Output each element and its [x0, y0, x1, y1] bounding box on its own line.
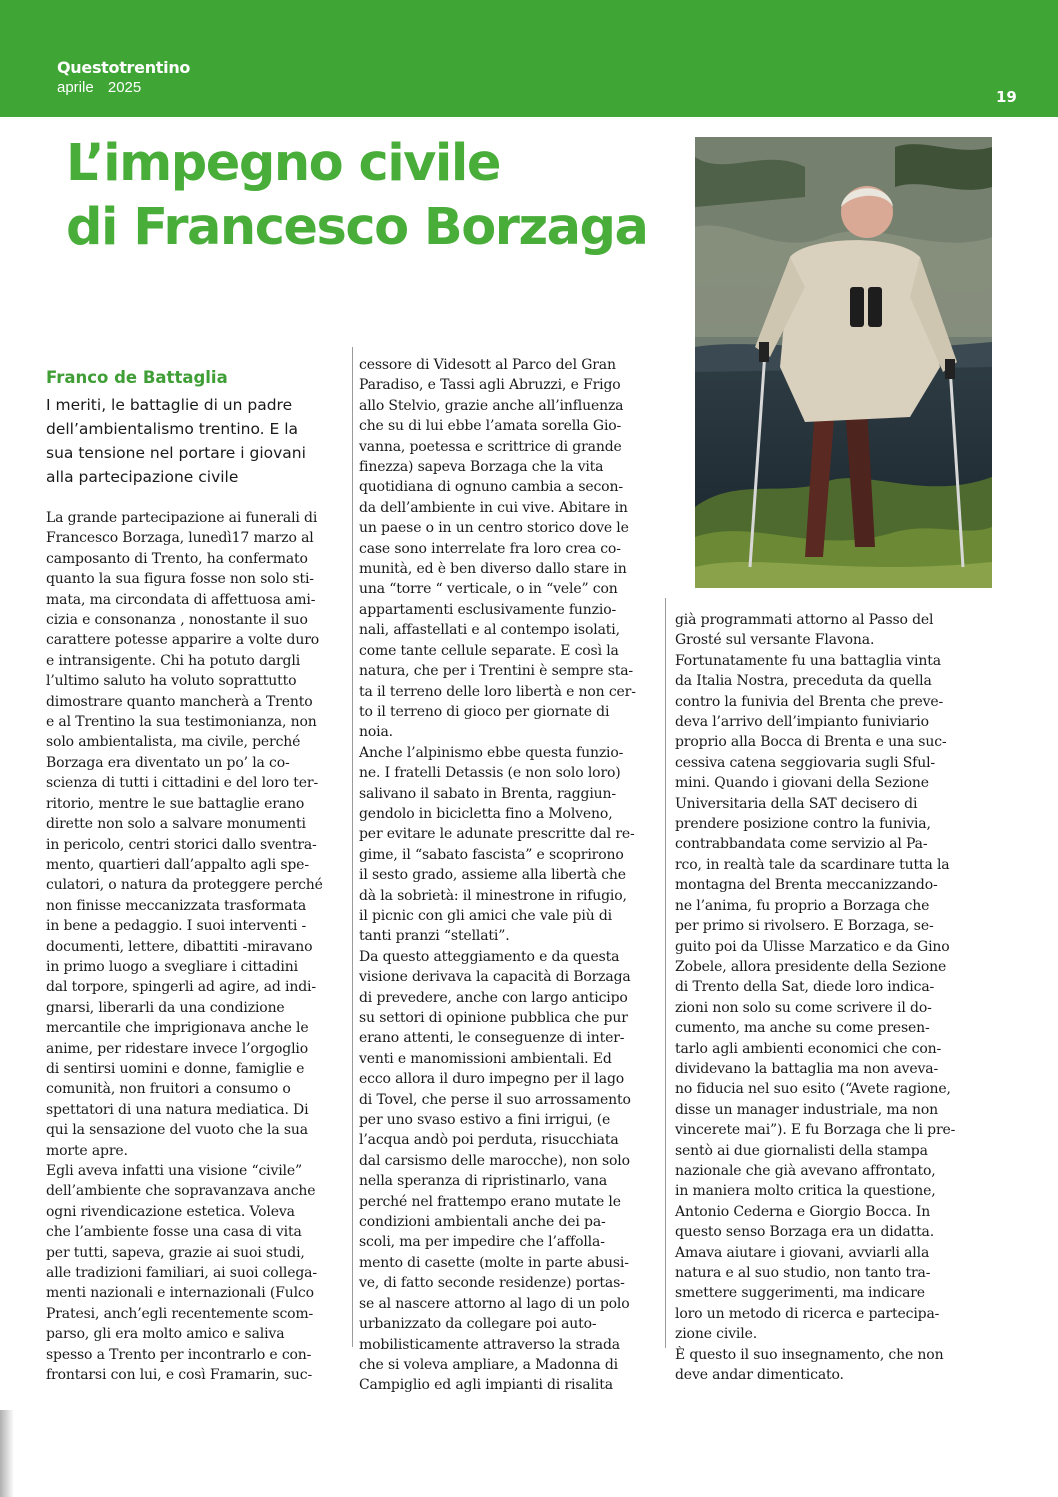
text-line: no fiducia nel suo esito (“Avete ragione, [675, 1081, 951, 1098]
text-line: dà la sobrietà: il minestrone in rifugio, [359, 887, 627, 904]
text-line: prendere posizione contro la funivia, [675, 816, 931, 833]
text-line: l’ultimo saluto ha voluto soprattutto [46, 673, 297, 690]
subtitle-line: I meriti, le battaglie di un padre [46, 396, 293, 414]
text-line: È questo il suo insegnamento, che non [675, 1346, 944, 1363]
text-line: dal torpore, spingerli ad agire, ad indi- [46, 979, 316, 996]
text-line: appartamenti esclusivamente funzio- [359, 601, 617, 618]
text-line: se al nascere attorno al lago di un polo [359, 1295, 630, 1312]
text-line: che si voleva ampliare, a Madonna di [359, 1356, 619, 1373]
text-line: dimostrare quanto mancherà a Trento [46, 693, 313, 710]
issue-date: aprile 2025 [57, 79, 142, 96]
text-line: di Tovel, che perse il suo arrossamento [359, 1091, 631, 1108]
magazine-name: Questotrentino [57, 58, 191, 77]
text-line: case sono interrelate fra loro crea co- [359, 540, 621, 557]
text-line: l’acqua andò poi perduta, risucchiata [359, 1132, 619, 1149]
text-line: cessore di Videsott al Parco del Gran [359, 357, 616, 373]
text-line: come tante cellule separate. E così la [359, 642, 619, 659]
text-line: che l’ambiente fosse una casa di vita [46, 1224, 302, 1241]
text-line: munità, ed è ben diverso dallo stare in [359, 561, 627, 578]
text-line: per uno svaso estivo a fini irrigui, (e [359, 1112, 611, 1129]
text-line: solo ambientalista, ma civile, perché [46, 734, 301, 751]
subtitle-line: alla partecipazione civile [46, 468, 239, 486]
text-line: vincerete mai”). E fu Borzaga che li pre- [675, 1122, 956, 1139]
text-line: natura e al suo studio, non tanto tra- [675, 1265, 931, 1281]
text-line: sentò ai due giornalisti della stampa [675, 1142, 928, 1159]
text-line: gendolo in bicicletta fino a Molveno, [359, 805, 613, 822]
text-line: Zobele, allora presidente della Sezione [675, 958, 947, 975]
photo-illustration [695, 137, 992, 588]
text-line: natura, che per i Trentini è sempre sta- [359, 663, 633, 680]
text-line: menti nazionali e internazionali (Fulco [46, 1285, 314, 1302]
text-line: vanna, poetessa e scrittrice di grande [359, 438, 622, 455]
text-line: frontarsi con lui, e così Framarin, suc- [46, 1367, 313, 1384]
article-title [66, 132, 686, 260]
text-line: disse un manager industriale, ma non [675, 1101, 938, 1118]
text-line: ve, di fatto seconde residenze) portas- [359, 1275, 625, 1292]
text-line: documenti, lettere, dibattiti -miravano [46, 938, 313, 955]
text-line: nella speranza di ripristinarlo, vana [359, 1173, 608, 1190]
text-line: gime, il “sabato fascista” e scoprirono [359, 846, 624, 863]
text-line: smettere suggerimenti, ma indicare [675, 1285, 925, 1302]
text-line: ecco allora il duro impegno per il lago [359, 1071, 625, 1088]
text-line: Campiglio ed agli impianti di risalita [359, 1377, 613, 1394]
text-line: Pratesi, anch’egli recentemente scom- [46, 1305, 314, 1322]
text-line: dividevano la battaglia ma non aveva- [675, 1060, 939, 1077]
title-line: L’impegno civile [66, 134, 500, 193]
text-line: quanto la sua figura fosse non solo sti- [46, 571, 314, 588]
text-line: una “torre “ verticale, o in “vele” con [359, 581, 618, 598]
text-line: per primo si rivolsero. E Borzaga, se- [675, 918, 934, 935]
text-line: camposanto di Trento, ha confermato [46, 550, 308, 567]
text-line: ritorio, mentre le sue battaglie erano [46, 795, 305, 812]
subtitle-line: sua tensione nel portare i giovani [46, 444, 306, 462]
text-line: zioni non solo su come scrivere il do- [675, 999, 932, 1016]
text-line: Da questo atteggiamento e da questa [359, 948, 620, 965]
text-line: mento di casette (molte in parte abusi- [359, 1254, 629, 1271]
author-name: Franco de Battaglia [46, 368, 228, 387]
text-line: ogni rivendicazione estetica. Voleva [46, 1203, 295, 1220]
text-line: dal carsismo delle marocche), non solo [359, 1152, 630, 1169]
text-line: comunità, non fruitori a consumo o [46, 1081, 291, 1098]
text-line: mata, ma circondata di affettuosa ami- [46, 591, 316, 608]
text-line: nazionale che già avevano affrontato, [675, 1162, 936, 1179]
text-line: il sesto grado, assieme alla libertà che [359, 867, 626, 884]
text-line: il picnic con gli amici che vale più di [359, 907, 612, 924]
text-line: Anche l’alpinismo ebbe questa funzio- [359, 744, 624, 761]
text-line: ne l’anima, fu proprio a Borzaga che [675, 897, 930, 914]
text-line: nali, affastellati e al contempo isolati, [359, 622, 620, 639]
text-line: visione derivava la capacità di Borzaga [359, 969, 631, 986]
text-line: in primo luogo a svegliare i cittadini [46, 958, 298, 975]
text-line: Amava aiutare i giovani, avviarli alla [675, 1244, 930, 1261]
text-line: e intransigente. Chi ha potuto dargli [46, 652, 301, 669]
text-line: carattere potesse apparire a volte duro [46, 632, 320, 649]
text-line: cizia e consonanza , nonostante il suo [46, 612, 308, 629]
text-line: finezza) sapeva Borzaga che la vita [359, 459, 604, 476]
text-line: già programmati attorno al Passo del [675, 612, 934, 628]
text-line: da Italia Nostra, preceduta da quella [675, 673, 932, 690]
text-line: gnarsi, liberarli da una condizione [46, 999, 285, 1016]
text-line: proprio alla Bocca di Brenta e una suc- [675, 734, 947, 751]
text-line: dell’ambiente che sopravanzava anche [46, 1183, 316, 1200]
text-line: mento, quartieri dall’appalto agli spe- [46, 856, 309, 873]
text-line: urbanizzato da collegare poi auto- [359, 1316, 597, 1333]
text-line: questo senso Borzaga era un didatta. [675, 1224, 935, 1241]
text-line: to il terreno di gioco per giornate di [359, 703, 610, 720]
text-line: di prevedere, anche con largo anticipo [359, 989, 628, 1006]
text-line: alle tradizioni familiari, ai suoi collega- [46, 1265, 317, 1282]
text-line: in bene a pedaggio. I suoi interventi - [46, 918, 307, 935]
text-line: culatori, o natura da proteggere perché [46, 877, 323, 894]
subtitle-line: dell’ambientalismo trentino. E la [46, 420, 299, 438]
text-line: contrabbandata come servizio al Pa- [675, 836, 928, 853]
scan-edge-shadow [0, 1410, 14, 1497]
title-line: di Francesco Borzaga [66, 198, 648, 257]
text-line: Francesco Borzaga, lunedì17 marzo al [46, 530, 314, 547]
text-line: La grande partecipazione ai funerali di [46, 510, 318, 526]
text-line: Grosté sul versante Flavona. [675, 632, 875, 649]
text-line: scienza di tutti i cittadini e del loro ter- [46, 775, 319, 792]
text-line: perché nel frattempo erano mutate le [359, 1193, 621, 1210]
text-line: montagna del Brenta meccanizzando- [675, 877, 938, 894]
text-line: loro un metodo di ricerca e partecipa- [675, 1305, 940, 1322]
text-line: cumento, ma anche su come presen- [675, 1020, 930, 1037]
text-line: qui la sensazione del vuoto che la sua [46, 1122, 308, 1139]
text-line: di Trento della Sat, diede loro indica- [675, 979, 935, 996]
text-line: da dell’ambiente in cui vive. Abitare in [359, 499, 628, 516]
text-line: erano attenti, le conseguenze di inter- [359, 1030, 625, 1047]
text-line: Fortunatamente fu una battaglia vinta [675, 652, 941, 669]
text-line: per evitare le adunate prescritte dal re- [359, 826, 635, 843]
text-line: su settori di opinione pubblica che pur [359, 1010, 628, 1026]
column-divider [665, 598, 666, 1348]
text-line: mobilisticamente attraverso la strada [359, 1336, 620, 1353]
text-line: venti e manomissioni ambientali. Ed [359, 1050, 612, 1067]
body-column-1 [46, 508, 342, 1385]
text-line: morte apre. [46, 1142, 128, 1159]
text-line: non finisse meccanizzata trasformata [46, 897, 307, 914]
text-line: spettatori di una natura mediatica. Di [46, 1101, 309, 1118]
text-line: ta il terreno delle loro libertà e non cer- [359, 683, 636, 700]
text-line: per tutti, sapeva, grazie ai suoi studi, [46, 1244, 305, 1261]
text-line: allo Stelvio, grazie anche all’influenza [359, 397, 624, 414]
text-line: mercantile che imprigionava anche le [46, 1020, 309, 1037]
text-line: quotidiana di ognuno cambia a secon- [359, 479, 623, 496]
text-line: dirette non solo a salvare monumenti [46, 816, 306, 833]
body-column-3 [675, 610, 975, 1385]
article-subtitle [46, 393, 346, 489]
text-line: di sentirsi uomini e donne, famiglie e [46, 1060, 305, 1077]
text-line: tanti pranzi “stellati”. [359, 928, 510, 945]
photo-elderly-hiker-icon [695, 137, 992, 588]
text-line: che su di lui ebbe l’amata sorella Gio- [359, 418, 622, 435]
text-line: salivano il sabato in Brenta, raggiun- [359, 785, 616, 802]
text-line: cessiva catena seggiovaria sugli Sful- [675, 754, 935, 771]
column-divider [352, 347, 353, 1347]
text-line: deve andar dimenticato. [675, 1367, 844, 1384]
text-line: contro la funivia del Brenta che preve- [675, 693, 944, 710]
text-line: ne. I fratelli Detassis (e non solo loro) [359, 765, 621, 782]
text-line: e al Trentino la sua testimonianza, non [46, 714, 317, 731]
text-line: Paradiso, e Tassi agli Abruzzi, e Frigo [359, 377, 621, 394]
text-line: in pericolo, centri storici dallo sventra- [46, 836, 317, 853]
text-line: Egli aveva infatti una visione “civile” [46, 1163, 303, 1179]
text-line: mini. Quando i giovani della Sezione [675, 775, 929, 792]
text-line: spesso a Trento per incontrarlo e con- [46, 1346, 312, 1363]
text-line: noia. [359, 724, 393, 741]
page-number: 19 [996, 88, 1017, 106]
text-line: scoli, ma per impedire che l’affolla- [359, 1234, 605, 1251]
text-line: tarlo agli ambienti economici che con- [675, 1040, 942, 1057]
body-column-2 [359, 355, 657, 1396]
text-line: condizioni ambientali anche dei pa- [359, 1214, 606, 1231]
text-line: rco, in realtà tale da scardinare tutta la [675, 856, 950, 873]
text-line: in maniera molto critica la questione, [675, 1183, 936, 1200]
text-line: anime, per ridestare invece l’orgoglio [46, 1040, 309, 1057]
text-line: Antonio Cederna e Giorgio Bocca. In [675, 1203, 931, 1220]
text-line: Borzaga era diventato un po’ la co- [46, 754, 290, 771]
text-line: Universitaria della SAT decisero di [675, 795, 918, 812]
text-line: zione civile. [675, 1326, 758, 1343]
text-line: un paese o in un centro storico dove le [359, 520, 629, 537]
text-line: guito poi da Ulisse Marzatico e da Gino [675, 938, 950, 955]
text-line: parso, gli era molto amico e saliva [46, 1326, 285, 1343]
text-line: deva l’arrivo dell’impianto funiviario [675, 714, 929, 731]
